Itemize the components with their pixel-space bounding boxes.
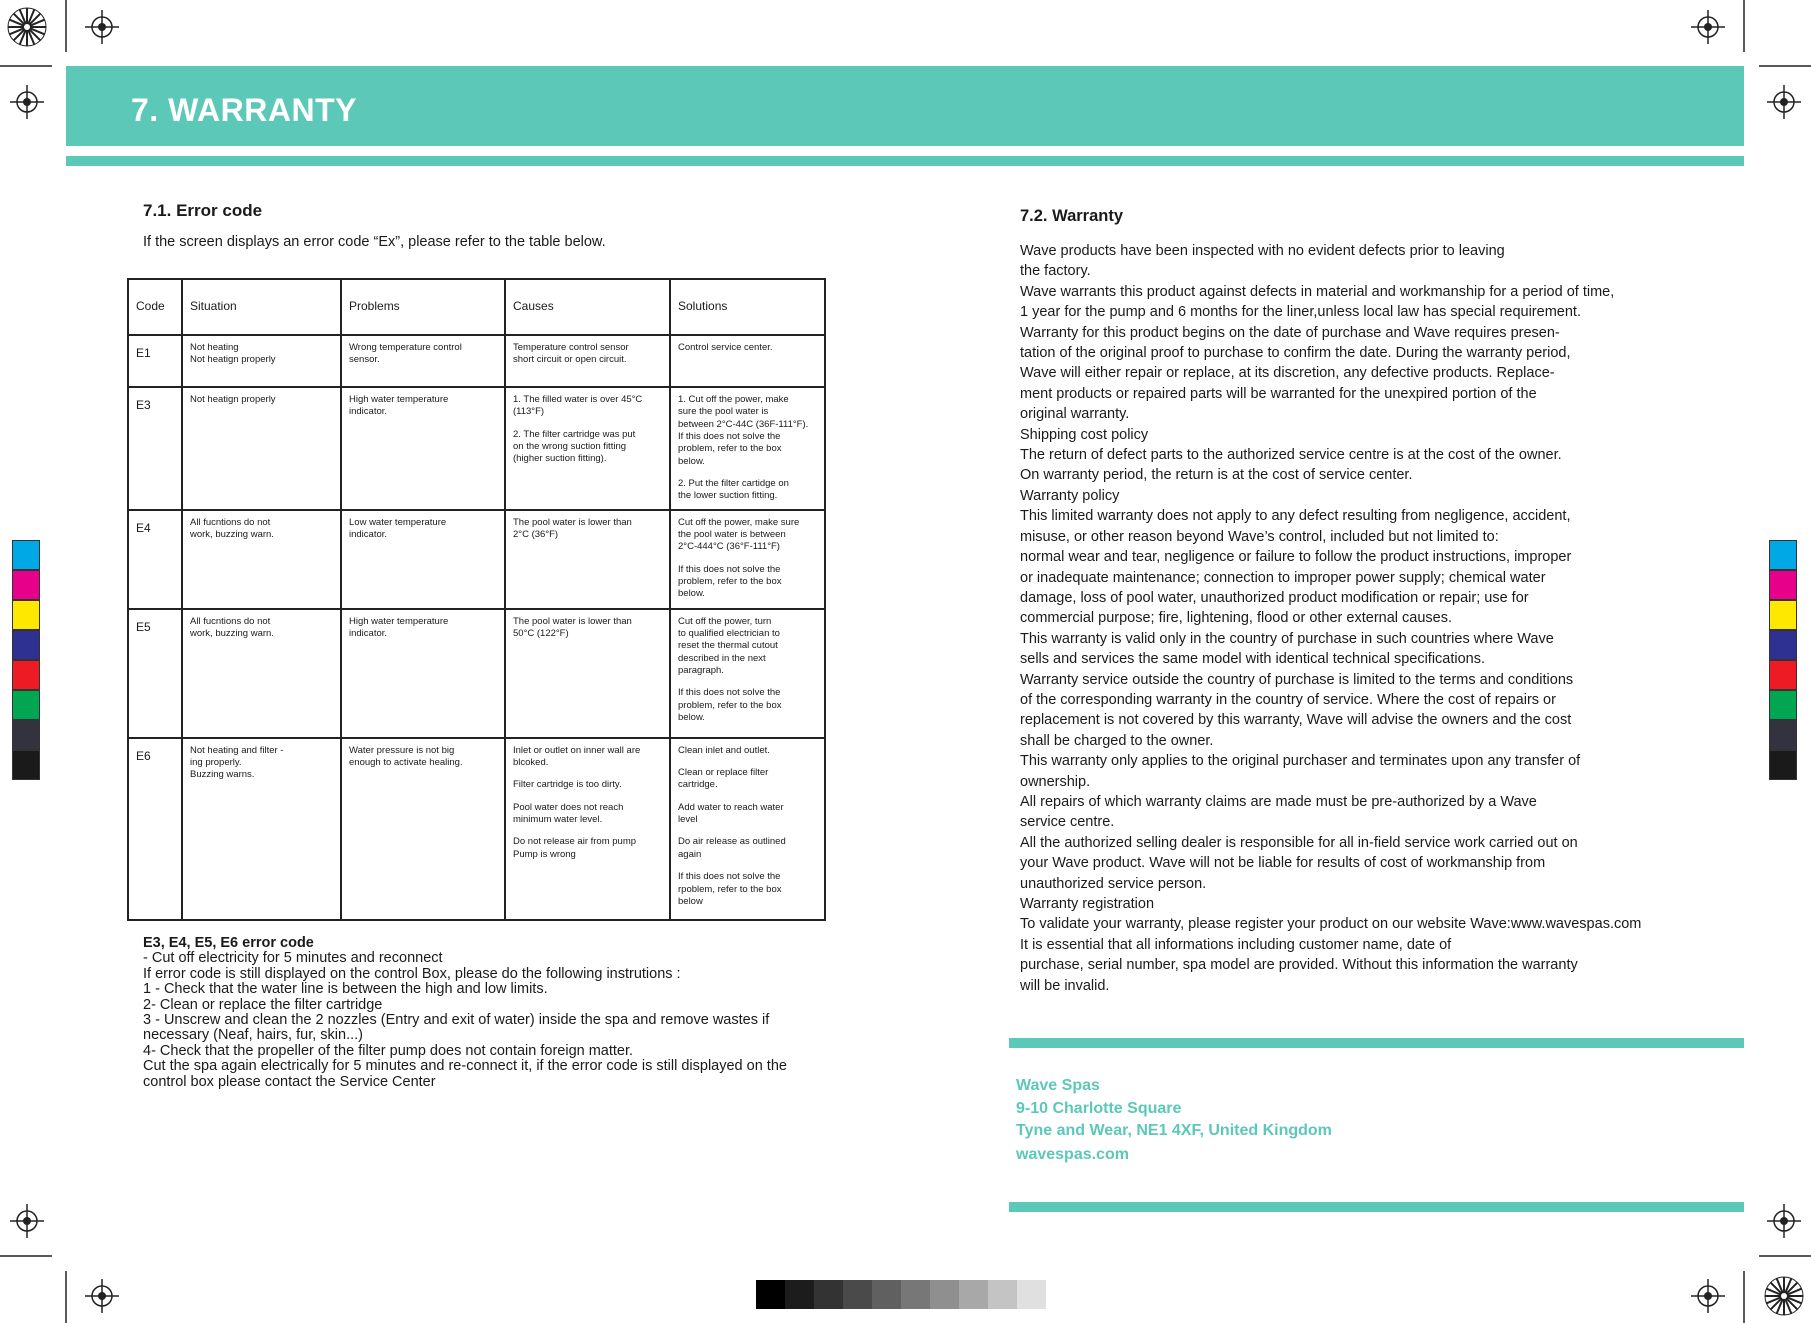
cell-text: High water temperature [349, 394, 449, 405]
company-website[interactable]: wavespas.com [1016, 1145, 1129, 1163]
warranty-line: This limited warranty does not apply to any defect resulting from negligence, accident, [1020, 508, 1571, 525]
warranty-line: Warranty service outside the country of purchase is limited to the terms and conditions [1020, 671, 1574, 688]
cell-causes [505, 510, 670, 609]
cell-text: below. [678, 588, 705, 600]
warranty-line: The return of defect parts to the authorized service centre is at the cost of the owner. [1020, 447, 1562, 464]
address-street: 9-10 Charlotte Square [1016, 1099, 1182, 1117]
cell-text: All fucntions do not [190, 615, 271, 627]
warranty-line: This warranty only applies to the original purchaser and terminates upon any transfer of [1020, 753, 1581, 770]
cell-text [678, 554, 817, 564]
cell-text: problem, refer to the box [678, 699, 782, 711]
gray-swatch [1017, 1280, 1046, 1309]
warranty-line: purchase, serial number, spa model are provided. Without this information the warranty [1020, 957, 1578, 974]
cell-text: minimum water level. [513, 814, 603, 826]
cell-text: work, buzzing warn. [190, 628, 274, 640]
cell-solutions [670, 510, 825, 609]
cell-text: Pump is wrong [513, 848, 576, 860]
warranty-line: commercial purpose; fire, lightening, flood or other external causes. [1020, 610, 1452, 627]
cell-text: Cut off the power, turn [678, 615, 772, 627]
cell-text: below [678, 895, 703, 907]
cell-text: If this does not solve the [678, 431, 781, 443]
warranty-line: This warranty is valid only in the country of purchase in such countries where Wave [1020, 630, 1554, 647]
warranty-line: or inadequate maintenance; connection to improper power supply; chemical water [1020, 569, 1546, 586]
cell-text: 1. Cut off the power, make [678, 394, 789, 405]
cell-text: Add water to reach water [678, 801, 784, 813]
color-swatch [12, 600, 40, 630]
gray-swatch [814, 1280, 843, 1309]
page-title: 7. WARRANTY [131, 92, 357, 128]
warranty-line: Wave warrants this product against defects in material and workmanship for a period of time, [1020, 283, 1615, 300]
cell-text [678, 792, 817, 802]
cell-text: Do not release air from pump [513, 836, 637, 848]
cell-text: indicator. [349, 406, 388, 418]
warranty-line: Wave products have been inspected with no evident defects prior to leaving [1020, 243, 1505, 259]
registration-mark [1767, 85, 1801, 119]
color-swatch [12, 720, 40, 750]
cell-text: sure the pool water is [678, 406, 769, 418]
instruction-line: 1 - Check that the water line is between the high and low limits. [143, 982, 548, 998]
gray-swatch [959, 1280, 988, 1309]
cell-text: the lower suction fitting. [678, 490, 778, 502]
cell-situation [182, 387, 341, 510]
cell-text: Clean or replace filter [678, 767, 769, 779]
warranty-line: tation of the original proof to purchase to confirm the date. During the warranty period, [1020, 345, 1571, 362]
cell-text: Wrong temperature control [349, 342, 462, 353]
error-code-table [127, 278, 826, 921]
cell-text: problem, refer to the box [678, 443, 782, 455]
header-causes: Causes [505, 279, 670, 335]
cell-text: level [678, 814, 698, 826]
cell-text [513, 826, 662, 836]
table-header-row [128, 279, 825, 335]
color-swatch [1769, 660, 1797, 690]
instruction-line: 2- Clean or replace the filter cartridge [143, 997, 383, 1013]
instruction-line: 4- Check that the propeller of the filter pump does not contain foreign matter. [143, 1043, 634, 1059]
cell-text: 2. The filter cartridge was put [513, 428, 636, 440]
warranty-line: service centre. [1020, 814, 1115, 831]
warranty-line: Shipping cost policy [1020, 426, 1149, 443]
color-swatch [1769, 600, 1797, 630]
cell-text: (higher suction fitting). [513, 453, 607, 465]
color-swatch [1769, 720, 1797, 750]
cell-text [678, 757, 817, 767]
cell-situation [182, 738, 341, 920]
cell-text: below. [678, 712, 705, 724]
warranty-line: damage, loss of pool water, unauthorized product modification or repair; use for [1020, 589, 1529, 606]
cell-text: Control service center. [678, 342, 773, 353]
cell-text: 50°C (122°F) [513, 628, 569, 640]
cell-text: paragraph. [678, 665, 724, 677]
warranty-line: Warranty policy [1020, 487, 1120, 504]
instruction-line: necessary (Neaf, hairs, fur, skin...) [143, 1028, 363, 1044]
cell-problems [341, 738, 505, 920]
header-code: Code [128, 279, 182, 335]
cell-text: blcoked. [513, 757, 549, 769]
warranty-line: will be invalid. [1020, 977, 1110, 994]
cell-text [678, 677, 817, 687]
color-bar-right [1769, 540, 1797, 780]
cell-text: Clean inlet and outlet. [678, 744, 770, 756]
cell-text: 2°C-444°C (36°F-111°F) [678, 541, 780, 553]
instruction-line: - Cut off electricity for 5 minutes and reconnect [143, 951, 443, 967]
table-row [128, 387, 825, 510]
cell-text: Not heatign properly [190, 354, 276, 366]
company-address [1016, 1075, 1332, 1166]
gray-swatch [843, 1280, 872, 1309]
warranty-line: sells and services the same model with identical technical specifications. [1020, 651, 1486, 668]
cell-text: The pool water is lower than [513, 615, 632, 627]
gray-swatch [988, 1280, 1017, 1309]
warranty-line: shall be charged to the owner. [1020, 732, 1214, 749]
color-swatch [1769, 630, 1797, 660]
cell-causes [505, 387, 670, 510]
cell-text: If this does not solve the [678, 563, 781, 575]
cell-text: indicator. [349, 628, 388, 640]
cell-causes [505, 609, 670, 738]
cell-text: cartridge. [678, 779, 718, 791]
footer-rule-top [1009, 1038, 1744, 1048]
cell-text: work, buzzing warn. [190, 529, 274, 541]
cell-causes [505, 738, 670, 920]
registration-mark [1691, 10, 1725, 44]
cell-text: Water pressure is not big [349, 744, 455, 756]
cell-problems [341, 510, 505, 609]
warranty-line: ownership. [1020, 773, 1091, 790]
cell-text: the pool water is between [678, 529, 786, 541]
cell-text: Filter cartridge is too dirty. [513, 779, 622, 791]
warranty-line: replacement is not covered by this warranty, Wave will advise the owners and the cost [1020, 712, 1572, 729]
cell-text: Not heating [190, 342, 239, 353]
cell-text [513, 792, 662, 802]
cell-text [513, 419, 662, 429]
error-code-intro: If the screen displays an error code “Ex”, please refer to the table below. [143, 234, 606, 250]
warranty-line: ment products or repaired parts will be warranted for the unexpired portion of the [1020, 385, 1537, 402]
instruction-line: 3 - Unscrew and clean the 2 nozzles (Entry and exit of water) inside the spa and remove wastes if [143, 1013, 770, 1029]
warranty-line: your Wave product. Wave will not be liable for results of cost of workmanship from [1020, 855, 1546, 872]
starburst-mark-top-left [8, 8, 46, 46]
warranty-line: All repairs of which warranty claims are made must be pre-authorized by a Wave [1020, 793, 1537, 810]
color-swatch [1769, 540, 1797, 570]
cell-situation [182, 335, 341, 387]
cell-text: Cut off the power, make sure [678, 516, 800, 528]
warranty-line: Warranty for this product begins on the date of purchase and Wave requires presen- [1020, 324, 1560, 341]
cell-text: described in the next [678, 652, 766, 664]
cell-situation [182, 609, 341, 738]
registration-mark [10, 1204, 44, 1238]
cell-text: Do air release as outlined [678, 836, 786, 848]
table-row [128, 738, 825, 920]
gray-scale-bar [756, 1280, 1046, 1309]
cell-text: indicator. [349, 529, 388, 541]
header-solutions: Solutions [670, 279, 825, 335]
cell-text: again [678, 848, 702, 860]
cell-code: E5 [128, 609, 182, 738]
registration-mark [85, 1279, 119, 1313]
cell-text: short circuit or open circuit. [513, 354, 627, 366]
cell-solutions [670, 335, 825, 387]
cell-solutions [670, 609, 825, 738]
cell-text: 1. The filled water is over 45°C [513, 394, 643, 405]
cell-text: Not heatign properly [190, 394, 276, 405]
error-instructions [143, 936, 838, 1090]
cell-problems [341, 609, 505, 738]
error-code-heading: 7.1. Error code [143, 201, 263, 220]
header-situation: Situation [182, 279, 341, 335]
color-swatch [12, 540, 40, 570]
cell-text: on the wrong suction fitting [513, 441, 627, 453]
cell-text: below. [678, 455, 705, 467]
cell-code: E6 [128, 738, 182, 920]
warranty-body [1020, 241, 1720, 996]
cell-text: Temperature control sensor [513, 342, 629, 353]
warranty-line: On warranty period, the return is at the cost of service center. [1020, 467, 1413, 484]
registration-mark [85, 10, 119, 44]
warranty-line: original warranty. [1020, 406, 1130, 423]
cell-text: Not heating and filter - [190, 744, 284, 756]
header-rule [66, 156, 1744, 166]
cell-solutions [670, 387, 825, 510]
cell-problems [341, 387, 505, 510]
cell-text: 2. Put the filter cartidge on [678, 478, 789, 490]
registration-mark [1767, 1204, 1801, 1238]
table-row [128, 609, 825, 738]
color-swatch [1769, 690, 1797, 720]
warranty-line: All the authorized selling dealer is responsible for all in-field service work carried out on [1020, 834, 1578, 851]
instruction-line: Cut the spa again electrically for 5 minutes and re-connect it, if the error code is still displayed on the [143, 1059, 787, 1075]
gray-swatch [785, 1280, 814, 1309]
cell-text [678, 468, 817, 478]
company-name: Wave Spas [1016, 1077, 1100, 1094]
cell-text: Low water temperature [349, 516, 447, 528]
cell-text: rpoblem, refer to the box [678, 883, 782, 895]
cell-text: reset the thermal cutout [678, 640, 778, 652]
starburst-mark-bottom-right [1765, 1277, 1803, 1315]
cell-code: E4 [128, 510, 182, 609]
cell-text: Pool water does not reach [513, 801, 624, 813]
cell-text: The pool water is lower than [513, 516, 632, 528]
color-swatch [12, 630, 40, 660]
warranty-line: To validate your warranty, please register your product on our website Wave:www.wavespas.com [1020, 916, 1642, 933]
registration-mark [10, 85, 44, 119]
color-swatch [12, 570, 40, 600]
cell-text: sensor. [349, 354, 380, 366]
warranty-line: of the corresponding warranty in the country of service. Where the cost of repairs or [1020, 691, 1556, 708]
warranty-line: normal wear and tear, negligence or failure to follow the product instructions, improper [1020, 549, 1572, 566]
warranty-line: unauthorized service person. [1020, 875, 1207, 892]
cell-text: Inlet or outlet on inner wall are [513, 744, 641, 756]
footer-rule-bottom [1009, 1202, 1744, 1212]
gray-swatch [901, 1280, 930, 1309]
header-problems: Problems [341, 279, 505, 335]
warranty-line: misuse, or other reason beyond Wave’s control, included but not limited to: [1020, 528, 1499, 545]
table-row [128, 510, 825, 609]
cell-text: High water temperature [349, 615, 449, 627]
warranty-line: 1 year for the pump and 6 months for the liner,unless local law has special requirement. [1020, 304, 1581, 321]
gray-swatch [872, 1280, 901, 1309]
cell-text: All fucntions do not [190, 516, 271, 528]
color-bar-left [12, 540, 40, 780]
cell-code: E1 [128, 335, 182, 387]
cell-text: 2°C (36°F) [513, 529, 559, 541]
color-swatch [1769, 750, 1797, 780]
warranty-heading: 7.2. Warranty [1020, 207, 1124, 225]
instruction-line: control box please contact the Service Center [143, 1074, 436, 1090]
cell-text: problem, refer to the box [678, 576, 782, 588]
cell-causes [505, 335, 670, 387]
warranty-line: Wave will either repair or replace, at its discretion, any defective products. Replace- [1020, 365, 1555, 382]
instructions-heading: E3, E4, E5, E6 error code [143, 936, 314, 951]
cell-text: to qualified electrician to [678, 628, 780, 640]
instruction-line: If error code is still displayed on the control Box, please do the following instrutions : [143, 966, 681, 982]
cell-text: enough to activate healing. [349, 757, 463, 769]
cell-text [678, 861, 817, 871]
cell-text: between 2°C-44C (36F-111°F). [678, 418, 809, 430]
cell-text: Buzzing warns. [190, 769, 255, 781]
cell-text: (113°F) [513, 406, 545, 418]
cell-text: ing properly. [190, 757, 242, 769]
cell-problems [341, 335, 505, 387]
warranty-line: Warranty registration [1020, 896, 1155, 912]
cell-text [513, 769, 662, 779]
color-swatch [12, 690, 40, 720]
color-swatch [12, 750, 40, 780]
cell-text: If this does not solve the [678, 687, 781, 699]
color-swatch [12, 660, 40, 690]
color-swatch [1769, 570, 1797, 600]
registration-mark [1691, 1279, 1725, 1313]
address-city: Tyne and Wear, NE1 4XF, United Kingdom [1016, 1122, 1332, 1139]
cell-code: E3 [128, 387, 182, 510]
warranty-line: It is essential that all informations including customer name, date of [1020, 936, 1452, 953]
gray-swatch [930, 1280, 959, 1309]
cell-text [678, 826, 817, 836]
cell-text: If this does not solve the [678, 871, 781, 883]
cell-solutions [670, 738, 825, 920]
table-row [128, 335, 825, 387]
warranty-line: the factory. [1020, 263, 1091, 280]
gray-swatch [756, 1280, 785, 1309]
cell-situation [182, 510, 341, 609]
